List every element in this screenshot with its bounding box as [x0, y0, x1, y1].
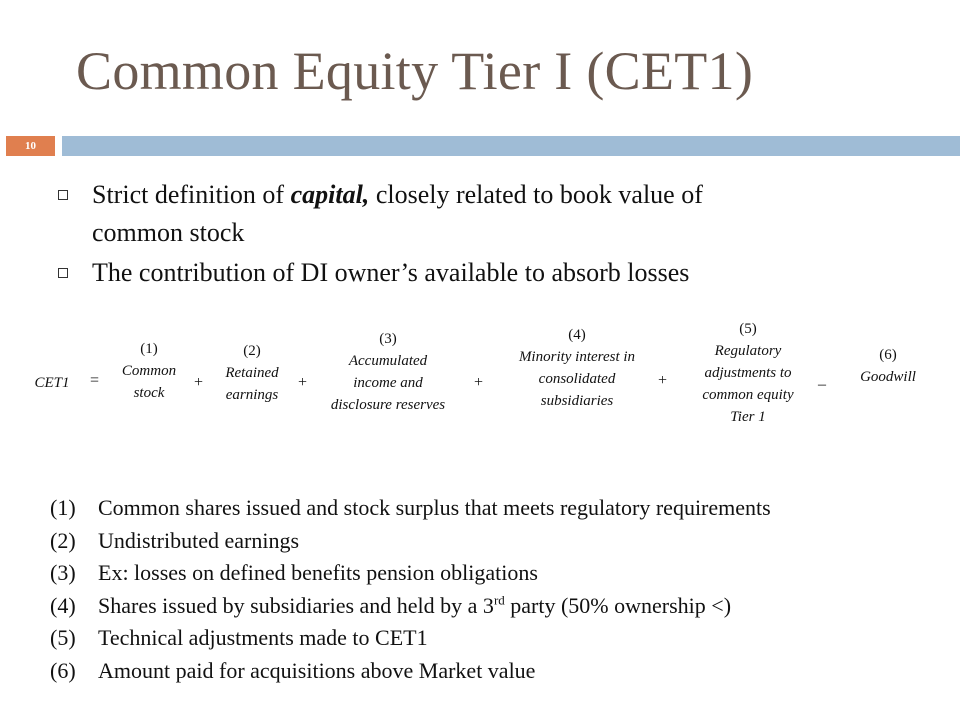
plus-sign: +	[298, 374, 308, 391]
term-number: (5)	[739, 321, 757, 337]
note-text: Undistributed earnings	[98, 527, 300, 553]
formula-lhs: CET1	[34, 375, 70, 391]
note-text-part: party (50% ownership <)	[504, 592, 732, 618]
plus-sign: +	[658, 372, 668, 389]
term-number: (4)	[568, 327, 586, 343]
term-label: Common	[121, 363, 177, 379]
term-label: income and	[353, 375, 423, 391]
term-label: adjustments to	[704, 365, 792, 381]
term-label: disclosure reserves	[330, 397, 446, 413]
square-bullet-icon	[58, 268, 68, 278]
note-text-part: Shares issued by subsidiaries and held by a 3	[98, 592, 494, 618]
bullet-emphasis: capital,	[290, 180, 370, 209]
formula-term-2	[212, 340, 292, 406]
term-number: (1)	[140, 341, 158, 357]
bullet-text-part: Strict definition of	[92, 180, 291, 209]
note-number: (3)	[50, 560, 76, 585]
minus-sign: –	[818, 376, 826, 393]
bullet-text: The contribution of DI owner’s available to absorb losses	[92, 258, 690, 287]
formula-term-6	[846, 344, 930, 388]
term-number: (2)	[243, 343, 261, 359]
square-bullet-icon	[58, 190, 68, 200]
term-label: Retained	[225, 365, 279, 381]
formula-term-3	[312, 328, 464, 416]
ordinal-superscript: rd	[493, 592, 505, 608]
formula-term-1	[108, 338, 190, 404]
note-number: (5)	[50, 625, 76, 650]
bullet-text	[92, 176, 892, 252]
note-number: (1)	[50, 495, 76, 520]
note-number: (4)	[50, 592, 76, 618]
note-text	[98, 590, 731, 623]
slide-number: 10	[6, 136, 55, 156]
term-number: (3)	[379, 331, 397, 347]
note-number: (2)	[50, 527, 76, 553]
header-bar	[62, 136, 960, 156]
note-text: Common shares issued and stock surplus that meets regulatory requirements	[98, 495, 771, 520]
term-label: stock	[133, 385, 165, 401]
formula-term-5	[680, 318, 816, 428]
term-label: subsidiaries	[540, 393, 614, 409]
note-text: Amount paid for acquisitions above Market value	[98, 657, 536, 683]
term-label: Accumulated	[348, 353, 428, 369]
formula-term-4	[496, 324, 658, 412]
slide-title: Common Equity Tier I (CET1)	[76, 41, 754, 101]
bullet-text-part: closely related to book value of	[369, 180, 703, 209]
plus-sign: +	[474, 374, 484, 391]
note-number: (6)	[50, 657, 76, 683]
term-label: common equity	[702, 387, 794, 403]
equals-sign: =	[90, 372, 100, 389]
term-label: Goodwill	[860, 369, 916, 385]
term-label: Minority interest in	[518, 349, 636, 365]
term-number: (6)	[879, 347, 897, 363]
note-text: Ex: losses on defined benefits pension obligations	[98, 560, 538, 585]
term-label: Tier 1	[730, 409, 766, 425]
bullet-text-line2: common stock	[92, 218, 245, 247]
term-label: Regulatory	[714, 343, 782, 359]
term-label: earnings	[225, 387, 279, 403]
note-text: Technical adjustments made to CET1	[98, 625, 428, 650]
term-label: consolidated	[538, 371, 616, 387]
plus-sign: +	[194, 374, 204, 391]
